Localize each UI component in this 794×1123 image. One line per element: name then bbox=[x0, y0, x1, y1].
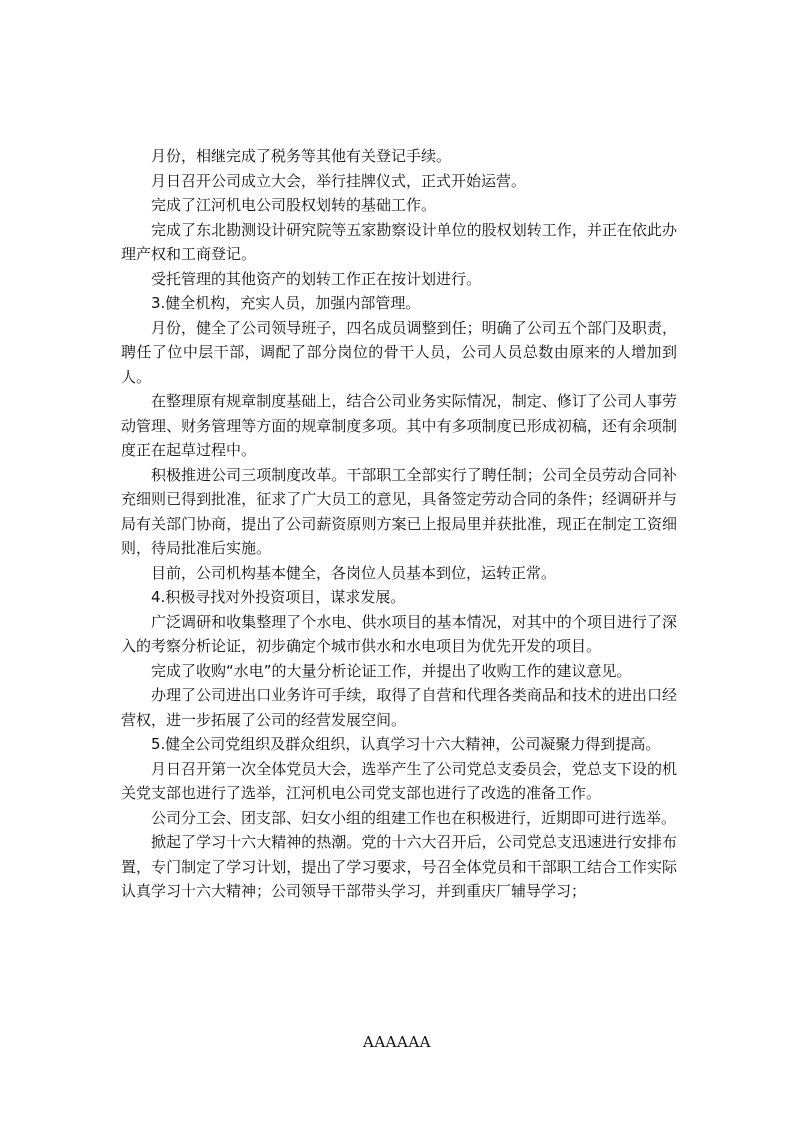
paragraph: 月日召开公司成立大会，举行挂牌仪式，正式开始运营。 bbox=[151, 171, 527, 190]
document-body bbox=[121, 144, 677, 904]
paragraph: 受托管理的其他资产的划转工作正在按计划进行。 bbox=[151, 269, 482, 288]
paragraph: 掀起了学习十六大精神的热潮。党的十六大召开后，公司党总支迅速进行安排布置，专门制定了学习计划，提出了学习要求，号召全体党员和干部职工结合工作实际认真学习十六大精神；公司领导干部带头学习，并到重庆厂辅导学习； bbox=[121, 833, 677, 900]
paragraph: 在整理原有规章制度基础上，结合公司业务实际情况，制定、修订了公司人事劳动管理、财务管理等方面的规章制度多项。其中有多项制度已形成初稿，还有余项制度正在起草过程中。 bbox=[121, 392, 677, 459]
section-heading: 5.健全公司党组织及群众组织，认真学习十六大精神，公司凝聚力得到提高。 bbox=[151, 735, 661, 753]
paragraph: 月日召开第一次全体党员大会，选举产生了公司党总支委员会，党总支下设的机关党支部也进行了选举，江河机电公司党支部也进行了改选的准备工作。 bbox=[121, 759, 677, 802]
paragraph: 完成了江河机电公司股权划转的基础工作。 bbox=[151, 196, 437, 214]
paragraph: 积极推进公司三项制度改革。干部职工全部实行了聘任制；公司全员劳动合同补充细则已得到批准，征求了广大员工的意见，具备签定劳动合同的条件；经调研并与局有关部门协商，提出了公司薪资原则方案已上报局里并获批准，现正在制定工资细则，待局批准后实施。 bbox=[121, 465, 677, 557]
paragraph: 月份，健全了公司领导班子，四名成员调整到任；明确了公司五个部门及职责，聘任了位中层干部，调配了部分岗位的骨干人员，公司人员总数由原来的人增加到人。 bbox=[121, 318, 677, 386]
paragraph: 目前，公司机构基本健全，各岗位人员基本到位，运转正常。 bbox=[151, 563, 557, 582]
page-footer: AAAAAA bbox=[363, 1033, 431, 1051]
paragraph: 办理了公司进出口业务许可手续，取得了自营和代理各类商品和技术的进出口经营权，进一步拓展了公司的经营发展空间。 bbox=[121, 686, 677, 729]
paragraph: 完成了收购“水电”的大量分析论证工作，并提出了收购工作的建议意见。 bbox=[151, 661, 632, 680]
paragraph: 公司分工会、团支部、妇女小组的组建工作也在积极进行，近期即可进行选举。 bbox=[151, 808, 677, 827]
section-heading: 3.健全机构，充实人员，加强内部管理。 bbox=[151, 294, 421, 312]
paragraph: 广泛调研和收集整理了个水电、供水项目的基本情况，对其中的个项目进行了深入的考察分析论证，初步确定个城市供水和水电项目为优先开发的项目。 bbox=[121, 612, 677, 655]
section-heading: 4.积极寻找对外投资项目，谋求发展。 bbox=[151, 588, 406, 606]
paragraph: 月份，相继完成了税务等其他有关登记手续。 bbox=[151, 147, 452, 165]
paragraph: 完成了东北勘测设计研究院等五家勘察设计单位的股权划转工作，并正在依此办理产权和工商登记。 bbox=[121, 220, 677, 263]
